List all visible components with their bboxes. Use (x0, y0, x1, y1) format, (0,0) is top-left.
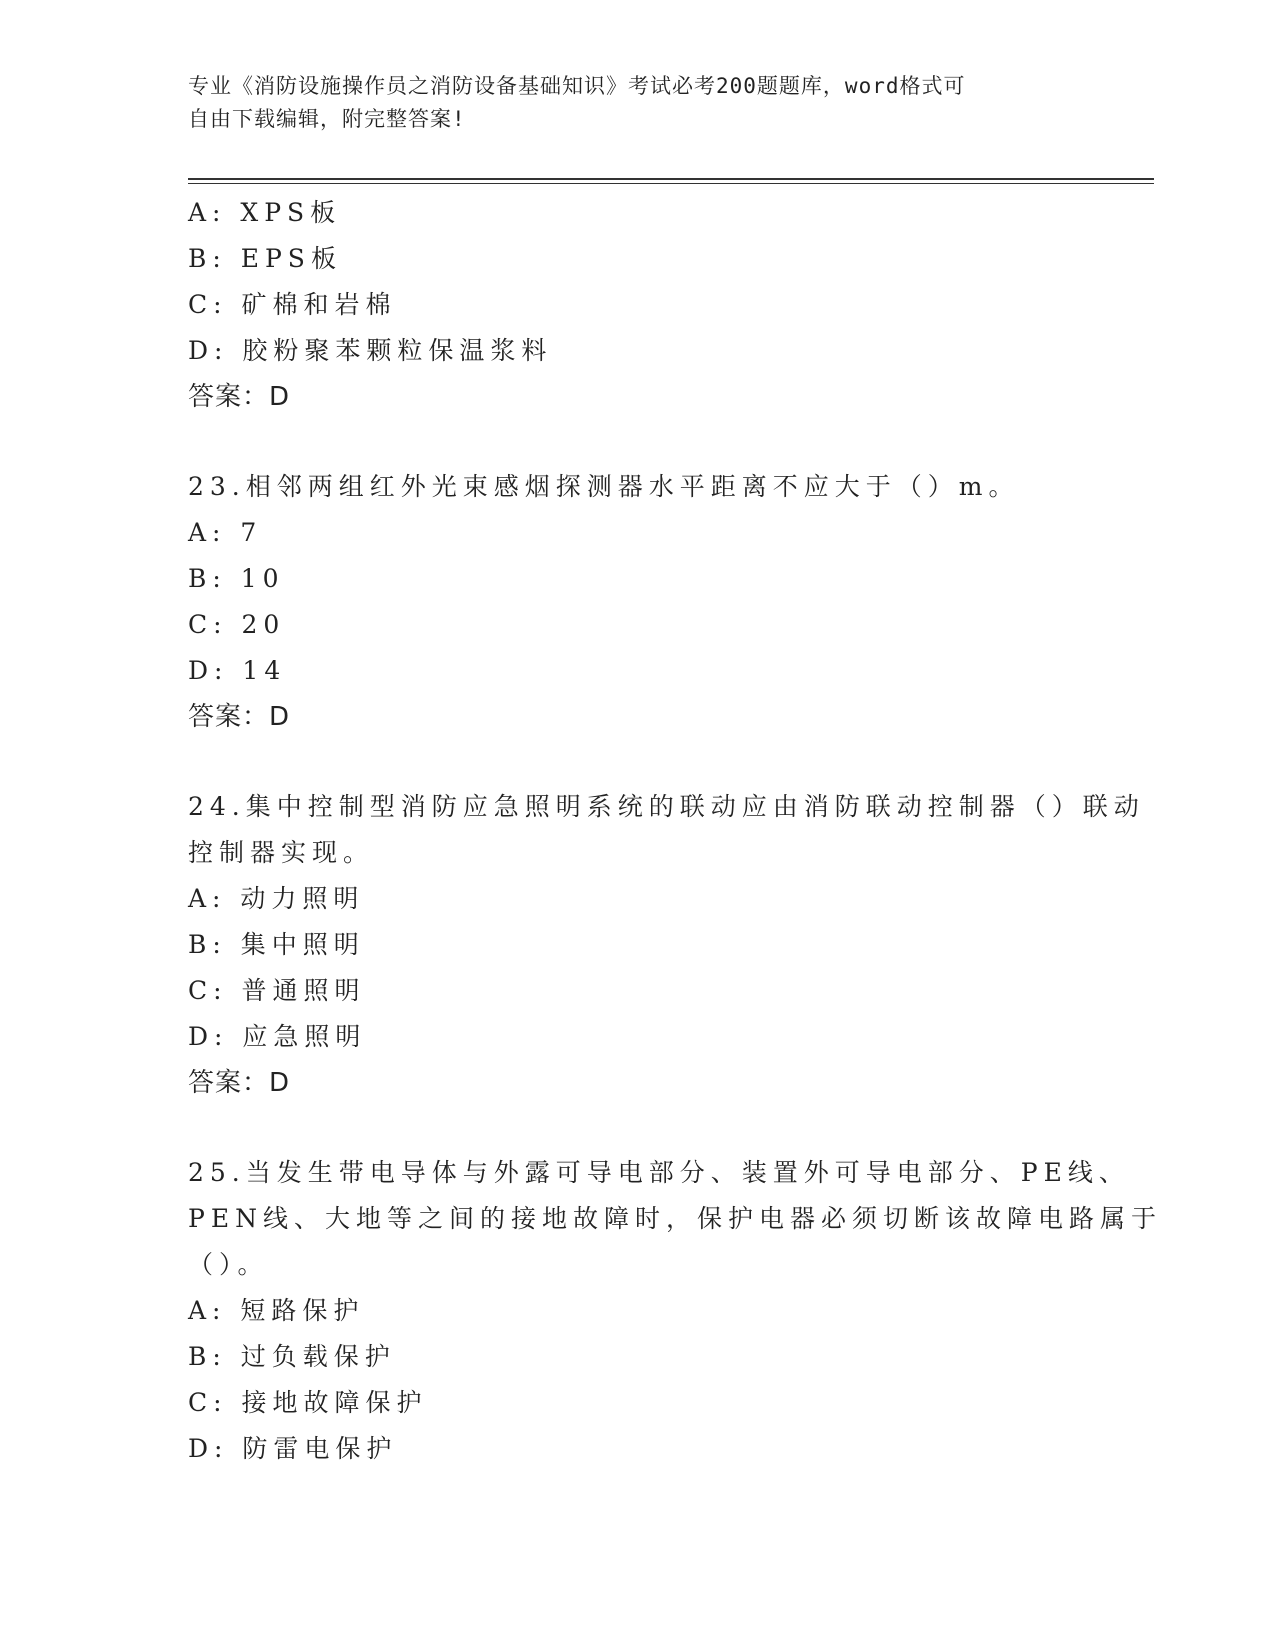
question-24 (188, 784, 1145, 1106)
option-a: A: XPS板 (188, 198, 342, 227)
option-b: B: 10 (188, 564, 285, 593)
spacer (188, 1106, 1088, 1150)
option-c: C: 矿棉和岩棉 (188, 290, 397, 319)
header-divider-thin (188, 183, 1154, 184)
spacer (188, 740, 1088, 784)
spacer (188, 420, 1088, 464)
question-stem-line-3: （）。 (188, 1250, 269, 1279)
option-d: D: 14 (188, 656, 287, 685)
question-stem-line-1: 24.集中控制型消防应急照明系统的联动应由消防联动控制器（）联动 (188, 792, 1145, 821)
option-d: D: 应急照明 (188, 1022, 367, 1051)
answer-line: 答案：D (188, 1068, 291, 1098)
answer-line: 答案：D (188, 382, 291, 412)
question-22-continued (188, 190, 1088, 420)
document-header (188, 70, 1068, 136)
option-c: C: 接地故障保护 (188, 1388, 428, 1417)
option-a: A: 动力照明 (188, 884, 365, 913)
option-a: A: 短路保护 (188, 1296, 365, 1325)
question-list (188, 190, 1162, 1472)
question-stem-line-1: 25.当发生带电导体与外露可导电部分、装置外可导电部分、PE线、 (188, 1158, 1130, 1187)
question-23 (188, 464, 1088, 740)
question-stem: 23.相邻两组红外光束感烟探测器水平距离不应大于（）m。 (188, 472, 1020, 501)
option-b: B: EPS板 (188, 244, 342, 273)
option-c: C: 普通照明 (188, 976, 366, 1005)
option-d: D: 胶粉聚苯颗粒保温浆料 (188, 336, 553, 365)
question-stem-line-2: PEN线、大地等之间的接地故障时，保护电器必须切断该故障电路属于 (188, 1204, 1162, 1233)
header-line-2: 自由下载编辑，附完整答案! (188, 107, 466, 131)
header-divider-thick (188, 178, 1154, 180)
question-stem-line-2: 控制器实现。 (188, 838, 375, 867)
option-a: A: 7 (188, 518, 263, 547)
option-b: B: 过负载保护 (188, 1342, 396, 1371)
option-b: B: 集中照明 (188, 930, 365, 959)
answer-line: 答案：D (188, 702, 291, 732)
question-25 (188, 1150, 1162, 1472)
option-d: D: 防雷电保护 (188, 1434, 398, 1463)
header-line-1: 专业《消防设施操作员之消防设备基础知识》考试必考200题题库，word格式可 (188, 74, 966, 98)
option-c: C: 20 (188, 610, 286, 639)
